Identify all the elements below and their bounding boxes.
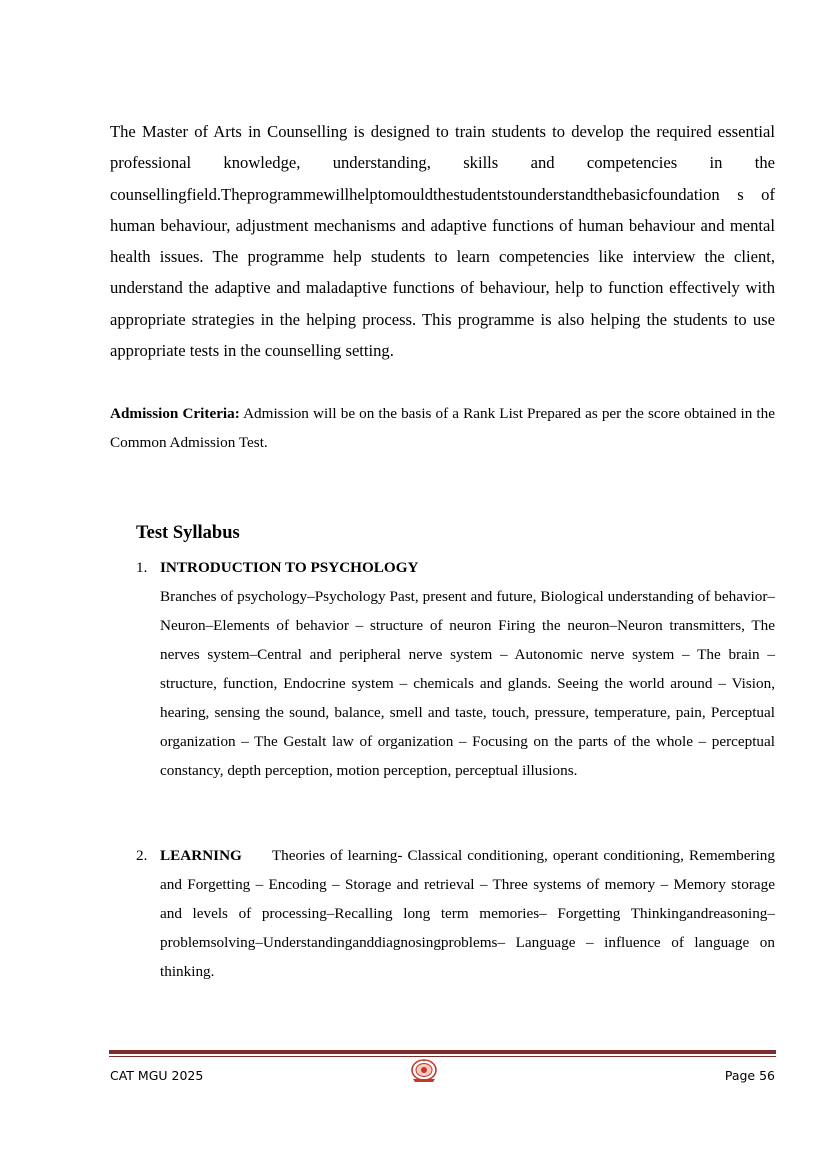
admission-label: Admission Criteria:	[110, 405, 240, 422]
item-number: 2.	[136, 847, 148, 864]
footer-rule-thin	[109, 1056, 776, 1057]
syllabus-title: Test Syllabus	[136, 523, 240, 543]
footer-exam-name: CAT MGU 2025	[110, 1068, 204, 1083]
item-number: 1.	[136, 559, 148, 576]
footer-page-number: Page 56	[724, 1068, 775, 1083]
admission-text: Admission will be on the basis of a Rank List Prepared as per the score obtained in the Common Admission Test.	[110, 405, 775, 451]
item-heading: LEARNING	[160, 847, 242, 864]
item-body-text: Theories of learning- Classical conditioning, operant conditioning, Remembering and Forgetting – Encoding – Storage and retrieval – Three systems of memory – Memory storage and levels of processing–Recalling long term memories– Forgetting Thinkingandreasoning–problemsolving–Understandinganddiagnosingproblems– Language – influence of language on thinking.	[160, 847, 775, 980]
item-body: Branches of psychology–Psychology Past, present and future, Biological understanding of behavior–Neuron–Elements of behavior – structure of neuron Firing the neuron–Neuron transmitters, The nerves system–Central and peripheral nerve system – Autonomic nerve system – The brain – structure, function, Endocrine system – chemicals and glands. Seeing the world around – Vision, hearing, sensing the sound, balance, smell and taste, touch, pressure, temperature, pain, Perceptual organization – The Gestalt law of organization – Focusing on the parts of the whole – perceptual constancy, depth perception, motion perception, perceptual illusions.	[160, 588, 775, 779]
admission-criteria	[110, 400, 775, 457]
university-emblem-icon	[409, 1058, 439, 1084]
footer-rule	[109, 1050, 776, 1054]
intro-paragraph: The Master of Arts in Counselling is designed to train students to develop the required essential professional knowledge, understanding, skills and competencies in the counsellingfield.Theprogrammewillhelptomouldthestudentstounderstandthebasicfoundation s of human behaviour, adjustment mechanisms and adaptive functions of human behaviour and mental health issues. The programme help students to learn competencies like interview the client, understand the adaptive and maladaptive functions of behaviour, help to function effectively with appropriate strategies in the helping process. This programme is also helping the students to use appropriate tests in the counselling setting.	[110, 122, 775, 361]
item-heading: INTRODUCTION TO PSYCHOLOGY	[160, 559, 419, 576]
item-body	[160, 841, 775, 986]
